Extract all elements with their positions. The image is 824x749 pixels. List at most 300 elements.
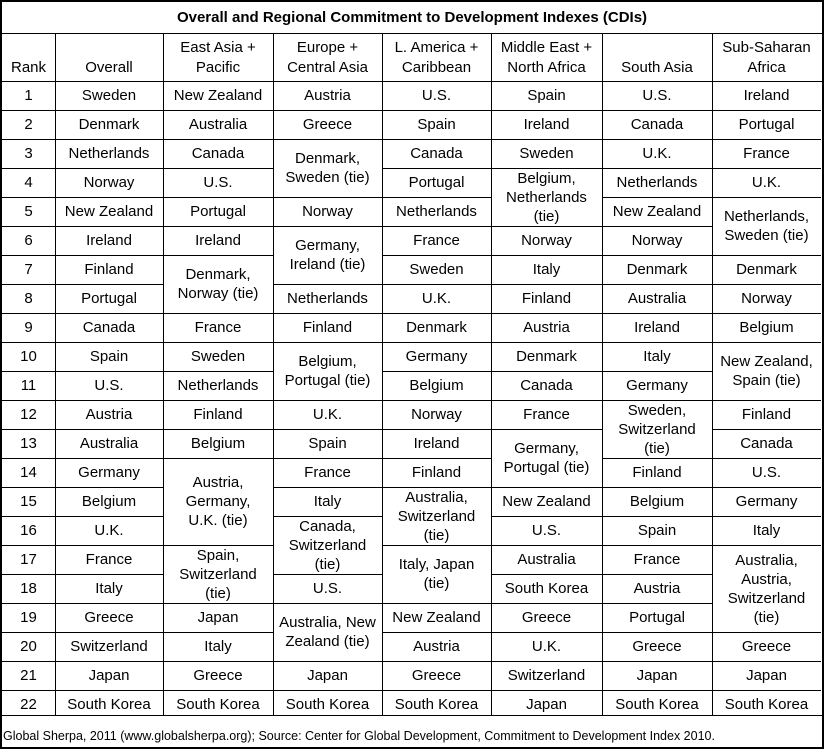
ranking-cell: Denmark (736, 261, 797, 278)
row-rule (2, 226, 55, 227)
ranking-cell: U.S. (642, 87, 672, 104)
ranking-cell: U.K. (94, 522, 124, 539)
column-header: Middle East + North Africa (500, 39, 593, 76)
row-rule (2, 516, 55, 517)
row-rule (712, 487, 821, 488)
row-rule (491, 516, 602, 517)
ranking-cell: Finland (521, 290, 572, 307)
rank-cell: 16 (20, 522, 37, 539)
row-rule (382, 110, 491, 111)
row-rule (55, 603, 163, 604)
row-rule (55, 661, 163, 662)
row-rule (273, 313, 382, 314)
row-rule (602, 226, 712, 227)
row-rule (163, 255, 273, 256)
row-rule (382, 284, 491, 285)
row-rule (382, 429, 491, 430)
row-rule (55, 487, 163, 488)
ranking-cell: Sweden (519, 145, 574, 162)
ranking-cell: Spain (417, 116, 456, 133)
row-rule (55, 313, 163, 314)
row-rule (712, 139, 821, 140)
ranking-cell: Spain (89, 348, 129, 365)
row-rule (712, 168, 821, 169)
row-rule (55, 284, 163, 285)
row-rule (55, 574, 163, 575)
row-rule (55, 400, 163, 401)
ranking-cell: Norway (631, 232, 683, 249)
ranking-cell: Germany (626, 377, 688, 394)
ranking-cell: Finland (741, 406, 792, 423)
rank-cell: 11 (20, 377, 37, 394)
ranking-cell: U.S. (203, 174, 233, 191)
row-rule (602, 632, 712, 633)
row-rule (2, 458, 55, 459)
ranking-cell: Italy (313, 493, 342, 510)
row-rule (2, 197, 55, 198)
ranking-cell: U.S. (312, 580, 343, 597)
ranking-cell: Finland (411, 464, 462, 481)
ranking-cell: Japan (636, 667, 678, 684)
ranking-cell: Portugal (408, 174, 465, 191)
ranking-cell: Portugal (629, 609, 685, 626)
row-rule (2, 371, 55, 372)
row-rule (382, 168, 491, 169)
column-header: Overall (85, 59, 133, 76)
rank-cell: 17 (20, 551, 37, 568)
ranking-cell: Italy (752, 522, 781, 539)
ranking-cell: Portugal (81, 290, 137, 307)
column-header: East Asia + Pacific (180, 39, 256, 76)
ranking-cell: Ireland (195, 232, 241, 249)
source-footer: Global Sherpa, 2011 (www.globalsherpa.org); Source: Center for Global Development, Commitment to Development Index 2010. (3, 729, 715, 743)
ranking-cell: U.S. (751, 464, 782, 481)
ranking-cell: U.K. (531, 638, 562, 655)
row-rule (491, 284, 602, 285)
row-rule (491, 400, 602, 401)
ranking-cell: Netherlands (177, 377, 259, 394)
rank-cell: 2 (24, 116, 33, 133)
row-rule (491, 139, 602, 140)
row-rule (2, 487, 55, 488)
row-rule (382, 342, 491, 343)
row-rule (382, 458, 491, 459)
row-rule (2, 168, 55, 169)
ranking-cell: Ireland (743, 87, 790, 104)
row-rule (163, 603, 273, 604)
ranking-cell: Netherlands, Sweden (tie) (723, 208, 810, 244)
ranking-cell: Italy, Japan (tie) (398, 556, 475, 592)
ranking-cell: Greece (84, 609, 134, 626)
ranking-cell: Japan (307, 667, 348, 684)
row-rule (382, 690, 491, 691)
row-rule (273, 603, 382, 604)
row-rule (382, 603, 491, 604)
row-rule (382, 313, 491, 314)
row-rule (602, 574, 712, 575)
row-rule (491, 168, 602, 169)
row-rule (382, 255, 491, 256)
rank-cell: 13 (20, 435, 37, 452)
row-rule (273, 574, 382, 575)
ranking-cell: Netherlands (287, 290, 368, 307)
ranking-cell: Greece (521, 609, 572, 626)
row-rule (163, 371, 273, 372)
row-rule (602, 197, 712, 198)
row-rule (602, 690, 712, 691)
row-rule (602, 168, 712, 169)
ranking-cell: Canada (410, 145, 463, 162)
ranking-cell: U.K. (421, 290, 452, 307)
row-rule (163, 313, 273, 314)
row-rule (712, 197, 821, 198)
ranking-cell: Denmark (516, 348, 577, 365)
row-rule (163, 661, 273, 662)
row-rule (382, 487, 491, 488)
row-rule (712, 545, 821, 546)
row-rule (2, 429, 55, 430)
ranking-cell: Belgium, Netherlands (tie) (506, 169, 587, 225)
rank-cell: 19 (20, 609, 37, 626)
row-rule (602, 110, 712, 111)
ranking-cell: Austria, Germany, U.K. (tie) (185, 474, 251, 529)
ranking-cell: Germany (78, 464, 140, 481)
row-rule (491, 371, 602, 372)
ranking-cell: Belgium (629, 493, 685, 510)
ranking-cell: Belgium (739, 319, 794, 336)
row-rule (163, 429, 273, 430)
row-rule (602, 342, 712, 343)
ranking-cell: Spain (308, 435, 347, 452)
ranking-cell: Australia, Austria, Switzerland (tie) (727, 551, 806, 626)
ranking-cell: Portugal (738, 116, 795, 133)
column-header: South Asia (621, 59, 693, 76)
row-rule (273, 516, 382, 517)
column-header: Sub-Saharan Africa (722, 39, 811, 76)
rank-cell: 3 (24, 145, 33, 162)
row-rule (712, 690, 821, 691)
row-rule (712, 429, 821, 430)
row-rule (2, 110, 55, 111)
ranking-cell: Australia (79, 435, 139, 452)
ranking-cell: South Korea (724, 696, 809, 713)
row-rule (55, 690, 163, 691)
ranking-cell: Denmark (406, 319, 467, 336)
ranking-cell: Finland (193, 406, 243, 423)
ranking-cell: U.K. (312, 406, 343, 423)
ranking-cell: Denmark (78, 116, 140, 133)
ranking-cell: Australia (627, 290, 687, 307)
ranking-cell: South Korea (394, 696, 479, 713)
row-rule (55, 545, 163, 546)
row-rule (2, 661, 55, 662)
ranking-cell: Denmark, Norway (tie) (177, 266, 259, 302)
ranking-cell: Portugal (190, 203, 246, 220)
ranking-cell: Sweden (81, 87, 137, 104)
ranking-cell: Ireland (523, 116, 570, 133)
row-rule (602, 487, 712, 488)
ranking-cell: Germany, Ireland (tie) (289, 237, 366, 273)
row-rule (273, 197, 382, 198)
ranking-cell: Australia, New Zealand (tie) (279, 614, 376, 650)
ranking-cell: Norway (741, 290, 792, 307)
ranking-cell: Switzerland (507, 667, 586, 684)
row-rule (55, 255, 163, 256)
row-rule (2, 255, 55, 256)
row-rule (712, 661, 821, 662)
ranking-cell: Austria (523, 319, 570, 336)
row-rule (491, 110, 602, 111)
row-rule (602, 545, 712, 546)
row-rule (602, 516, 712, 517)
row-rule (163, 168, 273, 169)
row-rule (2, 690, 55, 691)
ranking-cell: Finland (632, 464, 682, 481)
row-rule (382, 139, 491, 140)
ranking-cell: Austria (413, 638, 460, 655)
row-rule (273, 429, 382, 430)
row-rule (55, 168, 163, 169)
row-rule (382, 545, 491, 546)
ranking-cell: France (633, 551, 681, 568)
row-rule (163, 458, 273, 459)
ranking-cell: Canada (191, 145, 245, 162)
rank-cell: 8 (24, 290, 33, 307)
ranking-cell: Canada (740, 435, 793, 452)
row-rule (491, 661, 602, 662)
ranking-cell: Ireland (413, 435, 460, 452)
rank-cell: 15 (20, 493, 37, 510)
ranking-cell: Italy (532, 261, 561, 278)
ranking-cell: South Korea (504, 580, 589, 597)
row-rule (2, 545, 55, 546)
ranking-cell: Spain (637, 522, 677, 539)
ranking-cell: Denmark, Sweden (tie) (285, 150, 370, 186)
row-rule (602, 661, 712, 662)
ranking-cell: New Zealand (502, 493, 591, 510)
ranking-cell: Italy (643, 348, 671, 365)
row-rule (55, 371, 163, 372)
ranking-cell: Belgium (409, 377, 464, 394)
table-title: Overall and Regional Commitment to Development Indexes (CDIs) (176, 9, 648, 26)
ranking-cell: Belgium (81, 493, 137, 510)
rank-cell: 20 (20, 638, 37, 655)
row-rule (712, 342, 821, 343)
ranking-cell: Norway (411, 406, 462, 423)
ranking-cell: France (413, 232, 460, 249)
ranking-cell: France (194, 319, 242, 336)
ranking-cell: Australia (188, 116, 248, 133)
ranking-cell: Japan (526, 696, 567, 713)
ranking-cell: Japan (88, 667, 130, 684)
row-rule (382, 661, 491, 662)
ranking-cell: Netherlands (396, 203, 477, 220)
ranking-cell: South Korea (285, 696, 370, 713)
row-rule (602, 284, 712, 285)
ranking-cell: Switzerland (70, 638, 148, 655)
row-rule (712, 516, 821, 517)
row-rule (55, 197, 163, 198)
rank-cell: 12 (20, 406, 37, 423)
ranking-cell: Canada (520, 377, 573, 394)
row-rule (273, 458, 382, 459)
row-rule (163, 139, 273, 140)
row-rule (712, 400, 821, 401)
row-rule (55, 429, 163, 430)
ranking-cell: Finland (84, 261, 134, 278)
row-rule (2, 342, 55, 343)
rank-cell: 6 (24, 232, 33, 249)
ranking-cell: Netherlands (616, 174, 698, 191)
ranking-cell: Austria (85, 406, 133, 423)
rank-cell: 9 (24, 319, 33, 336)
ranking-cell: South Korea (67, 696, 151, 713)
row-rule (2, 313, 55, 314)
row-rule (602, 400, 712, 401)
row-rule (2, 139, 55, 140)
ranking-cell: Greece (302, 116, 353, 133)
row-rule (55, 139, 163, 140)
ranking-cell: Greece (741, 638, 792, 655)
ranking-cell: Italy (95, 580, 123, 597)
row-rule (55, 458, 163, 459)
row-rule (712, 255, 821, 256)
ranking-cell: Norway (521, 232, 572, 249)
rank-cell: 14 (20, 464, 37, 481)
row-rule (491, 487, 602, 488)
row-rule (163, 545, 273, 546)
ranking-cell: U.K. (751, 174, 782, 191)
ranking-cell: New Zealand, Spain (tie) (720, 353, 813, 389)
row-rule (163, 110, 273, 111)
row-rule (163, 226, 273, 227)
rank-cell: 4 (24, 174, 33, 191)
ranking-cell: Sweden (409, 261, 464, 278)
ranking-cell: U.S. (421, 87, 452, 104)
ranking-cell: Canada (630, 116, 684, 133)
row-rule (712, 313, 821, 314)
row-rule (273, 139, 382, 140)
ranking-cell: Austria (304, 87, 351, 104)
ranking-cell: Belgium (190, 435, 246, 452)
ranking-cell: Denmark (626, 261, 688, 278)
ranking-cell: Austria (633, 580, 681, 597)
ranking-cell: France (743, 145, 790, 162)
row-rule (491, 342, 602, 343)
ranking-cell: Greece (193, 667, 243, 684)
ranking-cell: Ireland (86, 232, 132, 249)
rank-cell: 10 (20, 348, 37, 365)
row-rule (273, 690, 382, 691)
ranking-cell: Norway (302, 203, 353, 220)
row-rule (2, 284, 55, 285)
row-rule (382, 400, 491, 401)
row-rule (491, 313, 602, 314)
ranking-cell: France (523, 406, 570, 423)
row-rule (491, 429, 602, 430)
row-rule (163, 342, 273, 343)
ranking-cell: France (304, 464, 351, 481)
ranking-cell: France (85, 551, 133, 568)
ranking-cell: South Korea (176, 696, 260, 713)
ranking-cell: Germany (405, 348, 468, 365)
ranking-cell: Japan (746, 667, 787, 684)
row-rule (55, 632, 163, 633)
ranking-cell: Sweden (190, 348, 246, 365)
ranking-cell: Spain (527, 87, 566, 104)
ranking-cell: New Zealand (64, 203, 154, 220)
row-rule (163, 197, 273, 198)
row-rule (712, 110, 821, 111)
ranking-cell: Germany, Portugal (tie) (503, 440, 590, 476)
ranking-cell: Greece (411, 667, 462, 684)
column-header: Rank (10, 59, 47, 76)
ranking-cell: Japan (197, 609, 239, 626)
ranking-cell: New Zealand (392, 609, 481, 626)
row-rule (163, 400, 273, 401)
ranking-cell: Belgium, Portugal (tie) (284, 353, 371, 389)
row-rule (2, 400, 55, 401)
row-rule (602, 603, 712, 604)
column-header: Europe + Central Asia (287, 39, 368, 76)
row-rule (602, 371, 712, 372)
row-rule (491, 574, 602, 575)
ranking-cell: Sweden, Switzerland (tie) (618, 401, 696, 457)
rank-cell: 7 (24, 261, 33, 278)
ranking-cell: Finland (302, 319, 353, 336)
ranking-cell: Netherlands (68, 145, 150, 162)
row-rule (55, 226, 163, 227)
ranking-cell: U.K. (642, 145, 672, 162)
column-header: L. America + Caribbean (394, 39, 479, 76)
row-rule (55, 516, 163, 517)
ranking-cell: New Zealand (612, 203, 702, 220)
row-rule (602, 458, 712, 459)
rank-cell: 22 (20, 696, 37, 713)
row-rule (382, 197, 491, 198)
row-rule (163, 690, 273, 691)
row-rule (2, 603, 55, 604)
row-rule (712, 284, 821, 285)
row-rule (491, 603, 602, 604)
row-rule (273, 661, 382, 662)
ranking-cell: U.S. (94, 377, 124, 394)
rank-cell: 21 (20, 667, 37, 684)
row-rule (602, 313, 712, 314)
ranking-cell: Germany (735, 493, 798, 510)
row-rule (602, 139, 712, 140)
row-rule (55, 342, 163, 343)
row-rule (382, 226, 491, 227)
row-rule (491, 226, 602, 227)
row-rule (491, 632, 602, 633)
ranking-cell: U.S. (531, 522, 562, 539)
ranking-cell: Italy (204, 638, 232, 655)
row-rule (491, 690, 602, 691)
ranking-cell: Australia (517, 551, 576, 568)
ranking-cell: Spain, Switzerland (tie) (179, 546, 257, 602)
ranking-cell: New Zealand (173, 87, 263, 104)
row-rule (273, 342, 382, 343)
row-rule (382, 371, 491, 372)
rank-cell: 1 (24, 87, 33, 104)
row-rule (382, 632, 491, 633)
row-rule (273, 110, 382, 111)
ranking-cell: Canada (82, 319, 136, 336)
row-rule (273, 487, 382, 488)
ranking-cell: Ireland (634, 319, 680, 336)
row-rule (491, 545, 602, 546)
